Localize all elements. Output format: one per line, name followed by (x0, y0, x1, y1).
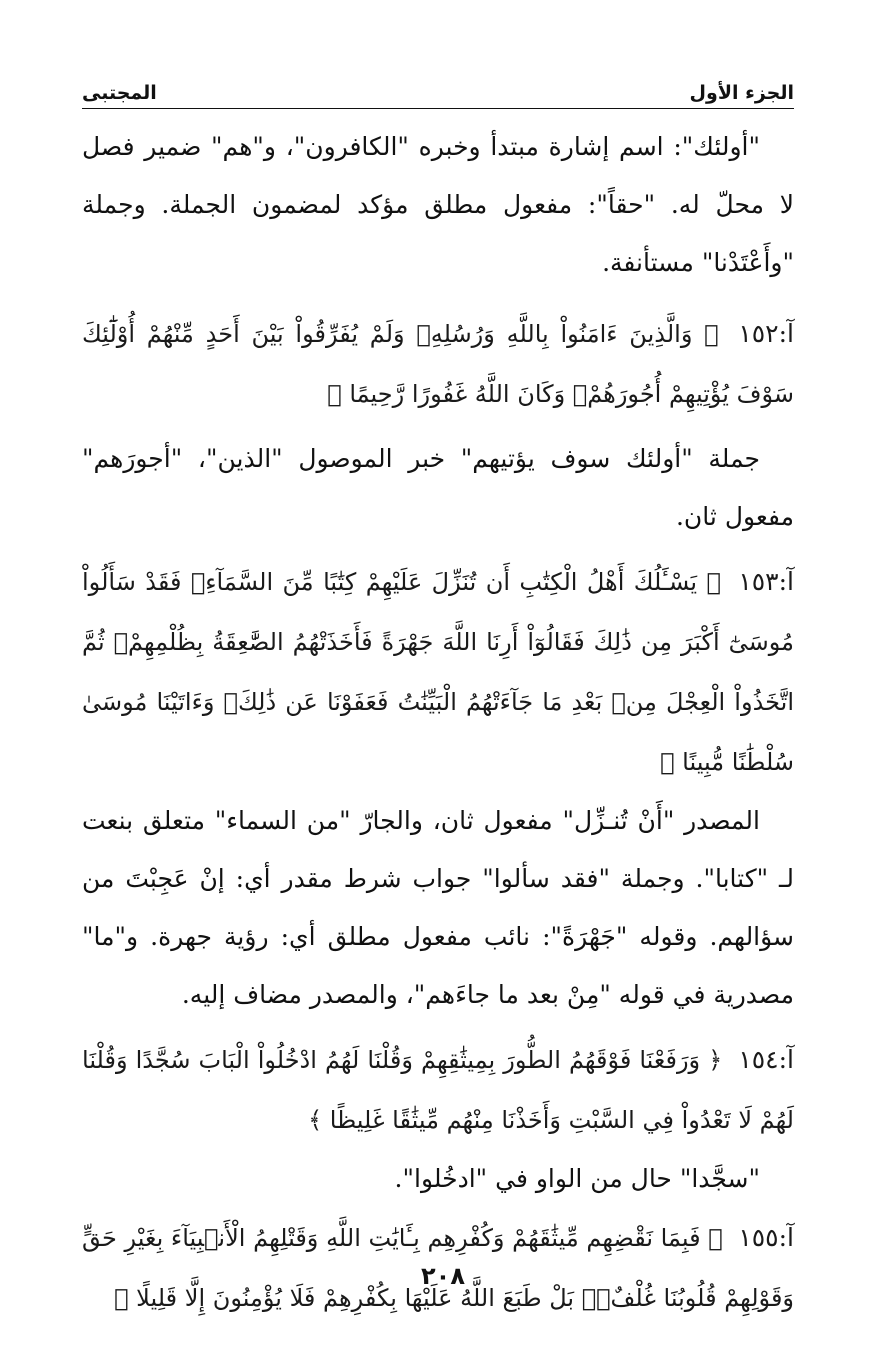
verse-number: آ:١٥٣ (738, 567, 794, 596)
verse-text: ﴿ وَالَّذِينَ ءَامَنُواْ بِاللَّهِ وَرُسُلِهِۦ وَلَمْ يُفَرِّقُواْ بَيْنَ أَحَدٍ مِّنْهُمْ أُوْلَٰٓئِكَ سَوْفَ يُؤْتِيهِمْ أُجُورَهُمْۗ وَكَانَ اللَّهُ غَفُورًا رَّحِيمًا ﴾ (82, 320, 794, 408)
verse-text: ﴿ يَسْـَٔلُكَ أَهْلُ الْكِتَٰبِ أَن تُنَزِّلَ عَلَيْهِمْ كِتَٰبًا مِّنَ السَّمَآءِۚ فَقَدْ سَأَلُواْ مُوسَىٰٓ أَكْبَرَ مِن ذَٰلِكَ فَقَالُوٓاْ أَرِنَا اللَّهَ جَهْرَةً فَأَخَذَتْهُمُ الصَّٰعِقَةُ بِظُلْمِهِمْۚ ثُمَّ اتَّخَذُواْ الْعِجْلَ مِنۢ بَعْدِ مَا جَآءَتْهُمُ الْبَيِّنَٰتُ فَعَفَوْنَا عَن ذَٰلِكَۚ وَءَاتَيْنَا مُوسَىٰ سُلْطَٰنًا مُّبِينًا ﴾ (82, 568, 795, 776)
verse-number: آ:١٥٢ (738, 319, 794, 348)
verse-text: ﴿ فَبِمَا نَقْضِهِم مِّيثَٰقَهُمْ وَكُفْرِهِم بِـَٔايَٰتِ اللَّهِ وَقَتْلِهِمُ الْأَنۢبِيَآءَ بِغَيْرِ حَقٍّ وَقَوْلِهِمْ قُلُوبُنَا غُلْفٌۢۚ بَلْ طَبَعَ اللَّهُ عَلَيْهَا بِكُفْرِهِمْ فَلَا يُؤْمِنُونَ إِلَّا قَلِيلًا ﴾ (82, 1224, 794, 1312)
quran-verse (82, 552, 794, 792)
commentary-paragraph: المصدر "أَنْ تُنـزِّل" مفعول ثان، والجارّ "من السماء" متعلق بنعت لـ "كتابا". وجملة "فقد سألوا" جواب شرط مقدر أي: إنْ عَجِبْتَ من سؤالهم. وقوله "جَهْرَةً": نائب مفعول مطلق أي: رؤية جهرة. و"ما" مصدرية في قوله "مِنْ بعد ما جاءَهم"، والمصدر مضاف إليه. (82, 806, 794, 1009)
commentary-paragraph: "سجَّدا" حال من الواو في "ادخُلوا". (394, 1164, 760, 1193)
commentary-paragraph: "أولئك": اسم إشارة مبتدأ وخبره "الكافرون"، و"هم" ضمير فصل لا محلّ له. "حقاً": مفعول مطلق مؤكد لمضمون الجملة. وجملة "وأَعْتَدْنا" مستأنفة. (82, 132, 795, 277)
commentary-paragraph: جملة "أولئك سوف يؤتيهم" خبر الموصول "الذين"، "أجورَهم" مفعول ثان. (82, 444, 794, 531)
book-title: المجتبى (82, 82, 157, 104)
page-header (82, 80, 794, 109)
verse-number: آ:١٥٥ (738, 1223, 794, 1252)
quran-verse (82, 304, 794, 424)
page-number: ٢٠٨ (421, 1262, 465, 1290)
verse-number: آ:١٥٤ (738, 1045, 794, 1074)
verse-text: ﴿ وَرَفَعْنَا فَوْقَهُمُ الطُّورَ بِمِيثَٰقِهِمْ وَقُلْنَا لَهُمُ ادْخُلُواْ الْبَابَ سُجَّدًا وَقُلْنَا لَهُمْ لَا تَعْدُواْ فِي السَّبْتِ وَأَخَذْنَا مِنْهُم مِّيثَٰقًا غَلِيظًا ﴾ (82, 1046, 794, 1134)
part-title: الجزء الأول (689, 82, 794, 104)
page-content (82, 118, 794, 1328)
quran-verse (82, 1030, 794, 1150)
